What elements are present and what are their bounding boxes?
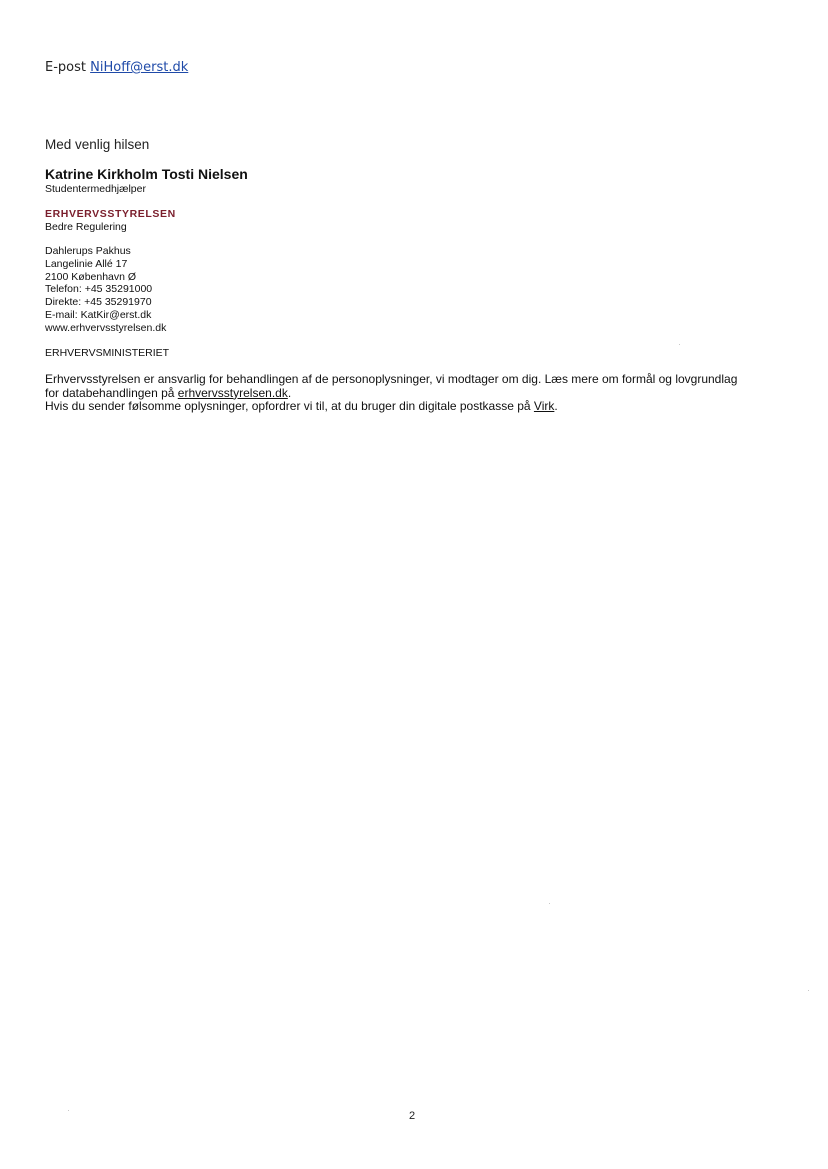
scan-speck — [68, 1110, 69, 1111]
privacy-notice — [45, 373, 737, 414]
signature-email-line: E-mail: KatKir@erst.dk — [45, 308, 152, 321]
email-header — [45, 60, 188, 75]
greeting: Med venlig hilsen — [45, 137, 150, 152]
scan-speck — [549, 903, 550, 904]
privacy-line-3 — [45, 400, 737, 414]
privacy-line-3-text: Hvis du sender følsomme oplysninger, opfordrer vi til, at du bruger din digitale postkasse på — [45, 399, 534, 414]
website-line: www.erhvervsstyrelsen.dk — [45, 321, 167, 334]
erhvervsstyrelsen-link[interactable]: erhvervsstyrelsen.dk — [177, 385, 288, 400]
scan-speck — [808, 990, 809, 991]
virk-link[interactable]: Virk — [533, 399, 555, 414]
organization-name: ERHVERVSSTYRELSEN — [45, 208, 176, 220]
page-number: 2 — [409, 1110, 416, 1122]
direct-phone-line: Direkte: +45 35291970 — [45, 296, 152, 309]
ministry-name: ERHVERVSMINISTERIET — [45, 347, 170, 359]
privacy-line-2-end: . — [287, 385, 292, 400]
email-label: E-post — [45, 60, 86, 75]
privacy-line-3-end: . — [554, 399, 558, 414]
email-link[interactable]: NiHoff@erst.dk — [90, 60, 189, 75]
phone-line: Telefon: +45 35291000 — [45, 283, 153, 296]
scan-speck — [679, 344, 680, 345]
sender-title: Studentermedhjælper — [45, 183, 146, 195]
sender-name: Katrine Kirkholm Tosti Nielsen — [45, 166, 248, 182]
organization-unit: Bedre Regulering — [45, 221, 127, 233]
privacy-line-1: Erhvervsstyrelsen er ansvarlig for behandlingen af de personoplysninger, vi modtager om dig. Læs mere om formål og lovgrundlag — [45, 372, 738, 386]
address-line: Langelinie Allé 17 — [45, 257, 128, 270]
address-line: 2100 København Ø — [45, 270, 137, 283]
privacy-line-2-text: for databehandlingen på — [45, 385, 178, 400]
privacy-line-2 — [45, 387, 737, 401]
address-block — [45, 245, 166, 335]
address-line: Dahlerups Pakhus — [45, 245, 131, 257]
